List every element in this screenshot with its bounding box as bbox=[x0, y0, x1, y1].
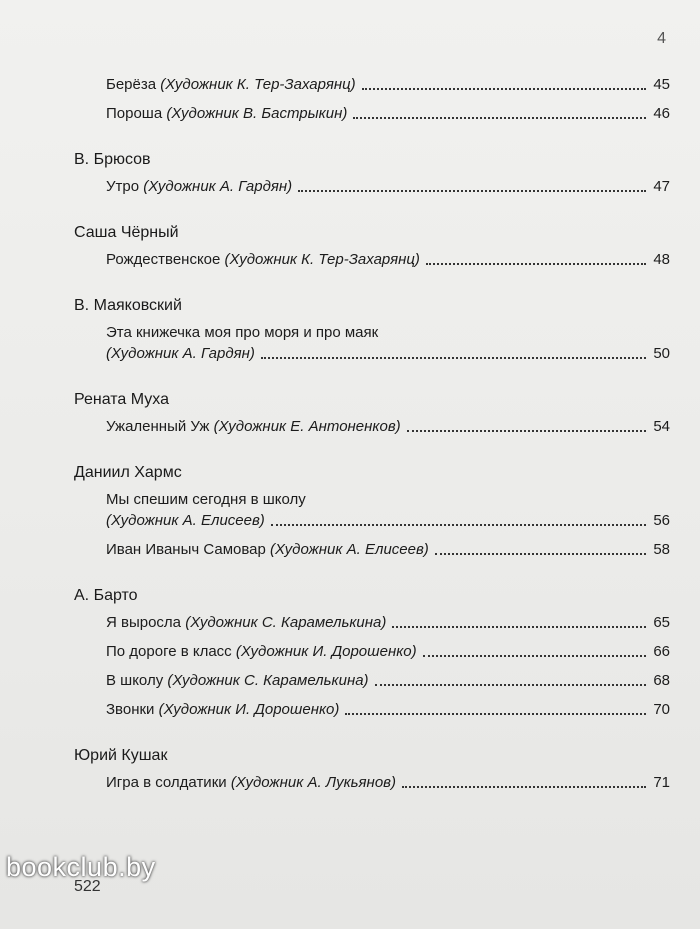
entry-page: 48 bbox=[653, 251, 670, 268]
entry-artist: (Художник А. Елисеев) bbox=[106, 512, 265, 529]
entry-page: 47 bbox=[653, 178, 670, 195]
entry-title: Иван Иваныч Самовар bbox=[106, 541, 270, 558]
toc-entry bbox=[106, 699, 670, 720]
entry-page: 66 bbox=[653, 643, 670, 660]
toc-entry bbox=[106, 249, 670, 270]
entry-title: Я выросла bbox=[106, 614, 186, 631]
watermark: bookclub.by bbox=[6, 852, 156, 882]
dot-leader bbox=[353, 117, 646, 119]
toc-entry bbox=[106, 322, 670, 364]
entry-page: 71 bbox=[653, 774, 670, 791]
author-heading: Даниил Хармс bbox=[74, 464, 182, 481]
entry-page: 50 bbox=[653, 345, 670, 362]
toc-intro-group bbox=[74, 74, 670, 124]
entry-title: Игра в солдатики bbox=[106, 774, 231, 791]
dot-leader bbox=[423, 655, 646, 657]
author-heading: А. Барто bbox=[74, 587, 138, 604]
entry-page: 46 bbox=[653, 105, 670, 122]
entry-page: 45 bbox=[653, 76, 670, 93]
entry-artist: (Художник И. Дорошенко) bbox=[158, 701, 340, 718]
toc-entry bbox=[106, 670, 670, 691]
corner-mark: 4 bbox=[657, 30, 666, 47]
entry-title: В школу bbox=[106, 672, 168, 689]
dot-leader bbox=[435, 553, 646, 555]
entry-title: Утро bbox=[106, 178, 144, 195]
dot-leader bbox=[345, 713, 646, 715]
dot-leader bbox=[407, 430, 646, 432]
entry-title: По дороге в класс bbox=[106, 643, 236, 660]
dot-leader bbox=[375, 684, 646, 686]
entry-page: 65 bbox=[653, 614, 670, 631]
toc-entry bbox=[106, 772, 670, 793]
entry-artist: (Художник А. Елисеев) bbox=[270, 541, 429, 558]
entry-page: 70 bbox=[653, 701, 670, 718]
author-heading: Рената Муха bbox=[74, 391, 169, 408]
entry-page: 56 bbox=[653, 512, 670, 529]
entry-artist: (Художник А. Лукьянов) bbox=[230, 774, 396, 791]
dot-leader bbox=[261, 357, 646, 359]
dot-leader bbox=[392, 626, 646, 628]
entry-title: Пороша bbox=[106, 105, 167, 122]
entry-artist: (Художник К. Тер-Захарянц) bbox=[224, 251, 420, 268]
entry-artist: (Художник С. Карамелькина) bbox=[167, 672, 369, 689]
entry-artist: (Художник К. Тер-Захарянц) bbox=[160, 76, 356, 93]
entry-page: 58 bbox=[653, 541, 670, 558]
entry-artist: (Художник В. Бастрыкин) bbox=[166, 105, 348, 122]
entry-artist: (Художник А. Гардян) bbox=[143, 178, 293, 195]
table-of-contents bbox=[74, 64, 670, 801]
dot-leader bbox=[426, 263, 646, 265]
toc-entry bbox=[106, 489, 670, 531]
toc-entry bbox=[106, 539, 670, 560]
toc-entry bbox=[106, 416, 670, 437]
entry-title: Звонки bbox=[106, 701, 159, 718]
entry-title: Эта книжечка моя про моря и про маяк bbox=[106, 324, 379, 341]
entry-artist: (Художник Е. Антоненков) bbox=[213, 418, 401, 435]
entry-page: 68 bbox=[653, 672, 670, 689]
author-heading: В. Маяковский bbox=[74, 297, 182, 314]
toc-entry bbox=[106, 612, 670, 633]
entry-artist: (Художник А. Гардян) bbox=[106, 345, 255, 362]
dot-leader bbox=[271, 524, 646, 526]
entry-title: Ужаленный Уж bbox=[106, 418, 214, 435]
toc-entry bbox=[106, 176, 670, 197]
dot-leader bbox=[402, 786, 646, 788]
author-heading: Юрий Кушак bbox=[74, 747, 168, 764]
toc-entry bbox=[106, 103, 670, 124]
entry-artist: (Художник С. Карамелькина) bbox=[185, 614, 387, 631]
dot-leader bbox=[362, 88, 646, 90]
author-heading: В. Брюсов bbox=[74, 151, 151, 168]
entry-page: 54 bbox=[653, 418, 670, 435]
author-heading: Саша Чёрный bbox=[74, 224, 179, 241]
page-number: 522 bbox=[74, 878, 101, 895]
toc-entry bbox=[106, 74, 670, 95]
entry-artist: (Художник И. Дорошенко) bbox=[235, 643, 417, 660]
entry-title: Берёза bbox=[106, 76, 161, 93]
entry-title: Мы спешим сегодня в школу bbox=[106, 491, 306, 508]
dot-leader bbox=[298, 190, 646, 192]
entry-title: Рождественское bbox=[106, 251, 225, 268]
toc-entry bbox=[106, 641, 670, 662]
